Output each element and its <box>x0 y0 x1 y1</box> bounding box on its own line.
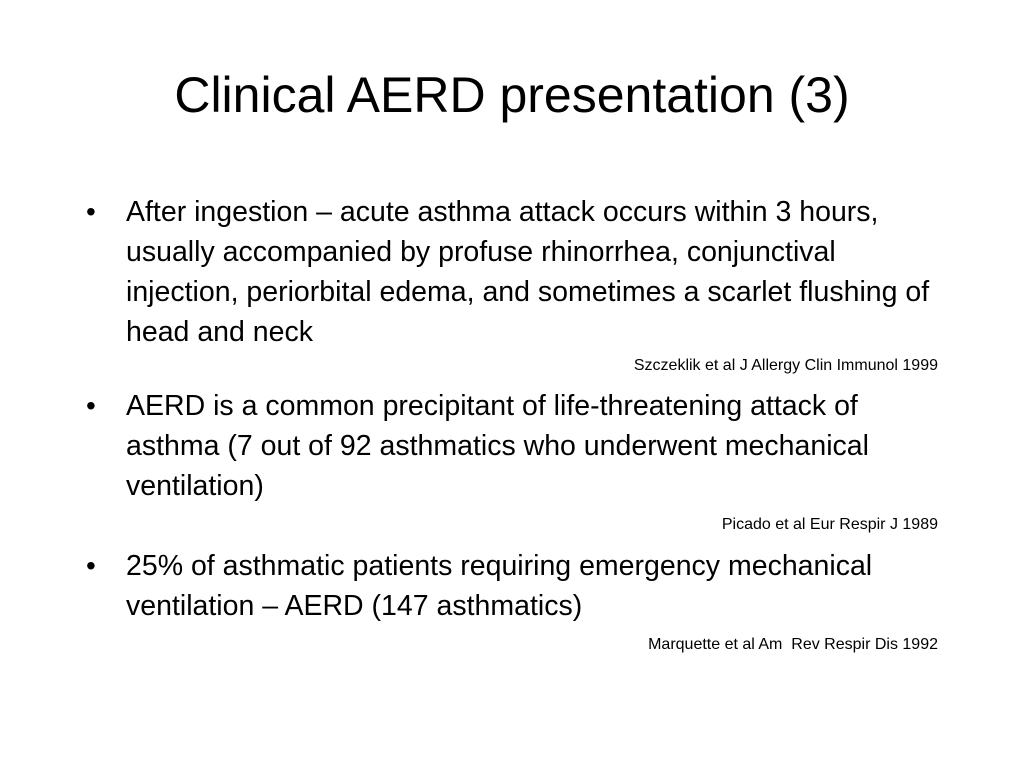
slide-body <box>86 192 938 656</box>
bullet-item-2 <box>86 386 938 506</box>
slide-title: Clinical AERD presentation (3) <box>174 67 850 123</box>
bullet-item-1 <box>86 192 938 352</box>
bullet-marker: • <box>86 196 96 227</box>
citation: Marquette et al Am Rev Respir Dis 1992 <box>648 636 938 653</box>
citation: Picado et al Eur Respir J 1989 <box>721 516 938 533</box>
bullet-text: 25% of asthmatic patients requiring emergency mechanical ventilation – AERD (147 asthmatics) <box>126 550 873 622</box>
citation: Szczeklik et al J Allergy Clin Immunol 1999 <box>633 357 938 374</box>
bullet-text: After ingestion – acute asthma attack occurs within 3 hours, usually accompanied by profuse rhinorrhea, conjunctival injection, periorbital edema, and sometimes a scarlet flushing of head and neck <box>126 196 930 348</box>
bullet-item-3 <box>86 546 938 626</box>
bullet-marker: • <box>86 550 96 581</box>
bullet-text: AERD is a common precipitant of life-threatening attack of asthma (7 out of 92 asthmatics who underwent mechanical ventilation) <box>126 390 869 502</box>
bullet-marker: • <box>86 390 96 421</box>
